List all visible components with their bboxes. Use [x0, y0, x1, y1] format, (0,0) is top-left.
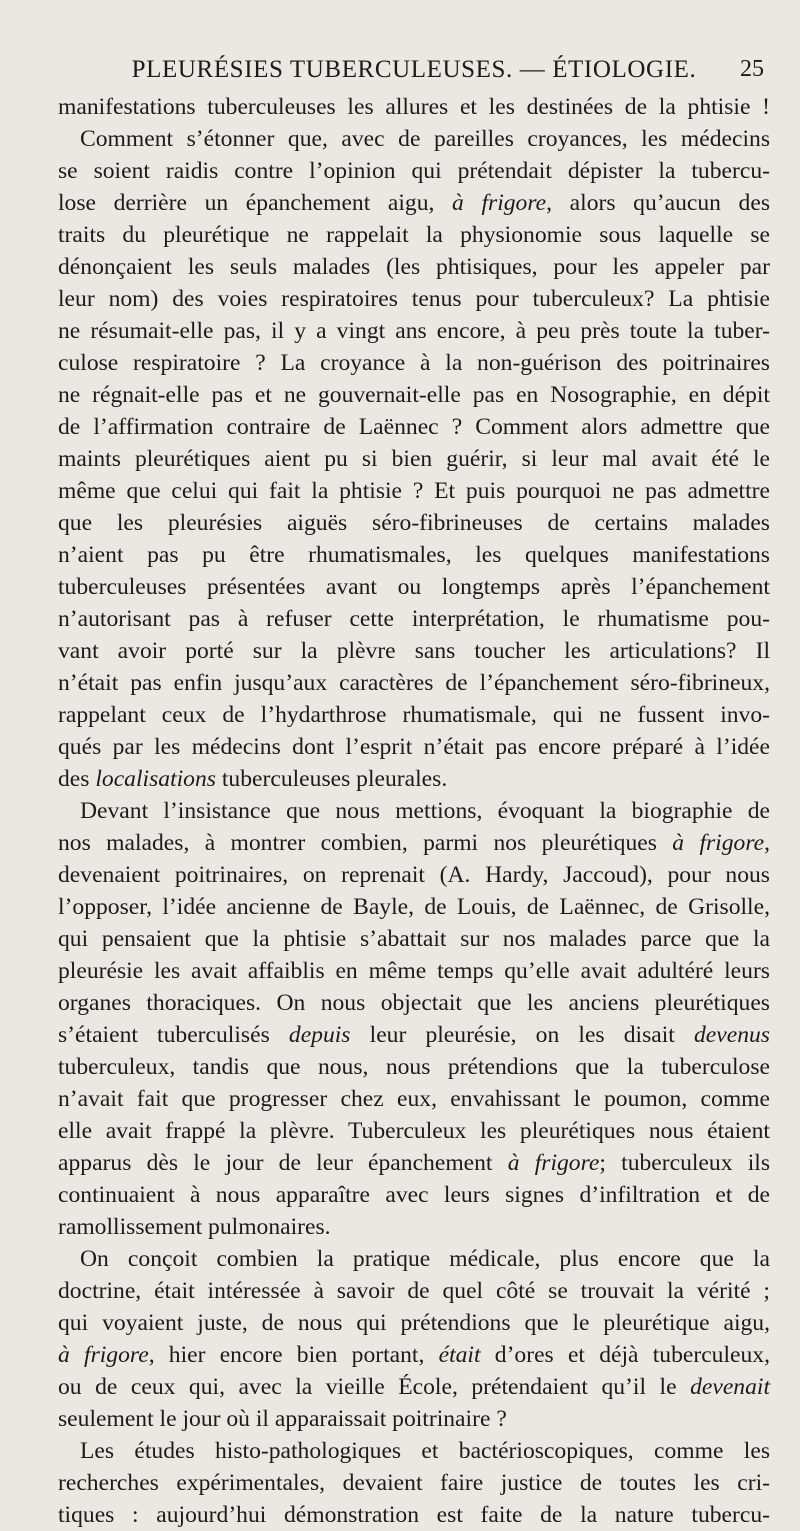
text-line	[58, 923, 770, 955]
text-line	[58, 1083, 770, 1115]
text-segment: rappelant ceux de l’hydarthrose rhumatismale, qui ne fussent invo-	[58, 702, 770, 728]
text-line	[58, 1467, 770, 1499]
text-segment: n’était pas enfin jusqu’aux caractères de l’épanchement séro-fibrineux,	[58, 670, 770, 696]
text-line	[58, 155, 770, 187]
text-segment: culose respiratoire ? La croyance à la non-guérison des poitrinaires	[58, 350, 770, 376]
text-line	[58, 1275, 770, 1307]
text-line	[58, 283, 770, 315]
text-line	[58, 411, 770, 443]
text-segment: doctrine, était intéressée à savoir de quel côté se trouvait la vérité ;	[58, 1278, 770, 1304]
text-line	[58, 1211, 770, 1243]
text-line	[58, 251, 770, 283]
text-line	[58, 507, 770, 539]
text-line	[58, 1307, 770, 1339]
text-segment: pleurésie les avait affaiblis en même temps qu’elle avait adultéré leurs	[58, 958, 770, 984]
text-line	[58, 475, 770, 507]
text-segment: se soient raidis contre l’opinion qui prétendait dépister la tubercu-	[58, 158, 770, 184]
text-line	[58, 763, 770, 795]
text-segment: ,	[764, 830, 771, 856]
text-segment: traits du pleurétique ne rappelait la physionomie sous laquelle se	[58, 222, 770, 248]
text-segment: ramollissement pulmonaires.	[58, 1214, 331, 1240]
text-segment: tuberculeux, tandis que nous, nous prétendions que la tuberculose	[58, 1054, 770, 1080]
text-line	[58, 91, 770, 123]
text-segment: de l’affirmation contraire de Laënnec ? Comment alors admettre que	[58, 414, 770, 440]
text-line	[58, 1019, 770, 1051]
text-line	[58, 827, 770, 859]
text-line	[58, 731, 770, 763]
text-line	[58, 219, 770, 251]
text-line	[58, 1051, 770, 1083]
text-segment: qui pensaient que la phtisie s’abattait sur nos malades parce que la	[58, 926, 770, 952]
text-line	[58, 347, 770, 379]
text-segment: tuberculeuses présentées avant ou longtemps après l’épanchement	[58, 574, 770, 600]
text-line	[58, 379, 770, 411]
italic-text: depuis	[288, 1022, 351, 1048]
text-segment: manifestations tuberculeuses les allures et les destinées de la phtisie !	[58, 94, 770, 120]
text-line	[58, 891, 770, 923]
text-segment: organes thoraciques. On nous objectait que les anciens pleurétiques	[58, 990, 770, 1016]
text-line	[58, 1339, 770, 1371]
text-line	[58, 571, 770, 603]
text-line	[58, 603, 770, 635]
text-segment: On conçoit combien la pratique médicale, plus encore que la	[80, 1246, 770, 1272]
text-segment: , hier encore bien portant,	[148, 1342, 439, 1368]
text-line	[58, 635, 770, 667]
text-segment: lose derrière un épanchement aigu,	[58, 190, 453, 216]
text-line	[58, 667, 770, 699]
text-segment: n’autorisant pas à refuser cette interprétation, le rhumatisme pou-	[58, 606, 770, 632]
text-line	[58, 1499, 770, 1531]
text-segment: dénonçaient les seuls malades (les phtisiques, pour les appeler par	[58, 254, 770, 280]
text-segment: d’ores et déjà tuberculeux,	[480, 1342, 770, 1368]
text-line	[58, 1115, 770, 1147]
text-line	[58, 955, 770, 987]
text-segment: vant avoir porté sur la plèvre sans toucher les articulations? Il	[58, 638, 770, 664]
page-number: 25	[740, 56, 764, 82]
text-segment: tiques : aujourd’hui démonstration est faite de la nature tubercu-	[58, 1502, 770, 1528]
running-title: PLEURÉSIES TUBERCULEUSES. — ÉTIOLOGIE.	[131, 56, 697, 83]
text-segment: l’opposer, l’idée ancienne de Bayle, de Louis, de Laënnec, de Grisolle,	[58, 894, 770, 920]
italic-text: à frigore	[452, 190, 547, 216]
text-segment: Devant l’insistance que nous mettions, évoquant la biographie de	[80, 798, 770, 824]
text-line	[58, 699, 770, 731]
text-segment: Les études histo-pathologiques et bactérioscopiques, comme les	[80, 1438, 770, 1464]
text-segment: même que celui qui fait la phtisie ? Et puis pourquoi ne pas admettre	[58, 478, 770, 504]
text-segment: ou de ceux qui, avec la vieille École, prétendaient qu’il le	[58, 1374, 691, 1400]
text-segment: nos malades, à montrer combien, parmi nos pleurétiques	[58, 830, 673, 856]
text-line	[58, 987, 770, 1019]
text-line	[58, 1147, 770, 1179]
text-segment: ne régnait-elle pas et ne gouvernait-elle pas en Nosographie, en dépit	[58, 382, 770, 408]
italic-text: à frigore	[58, 1342, 149, 1368]
text-segment: ne résumait-elle pas, il y a vingt ans encore, à peu près toute la tuber-	[58, 318, 770, 344]
italic-text: à frigore	[672, 830, 765, 856]
text-segment: continuaient à nous apparaître avec leurs signes d’infiltration et de	[58, 1182, 770, 1208]
text-segment: leur pleurésie, on les disait	[350, 1022, 694, 1048]
text-line	[58, 315, 770, 347]
text-line	[58, 443, 770, 475]
text-segment: n’aient pas pu être rhumatismales, les quelques manifestations	[58, 542, 770, 568]
text-segment: seulement le jour où il apparaissait poitrinaire ?	[58, 1406, 507, 1432]
body-text	[58, 91, 770, 1531]
italic-text: localisations	[95, 766, 216, 792]
text-line	[58, 1243, 770, 1275]
text-line	[58, 1403, 770, 1435]
text-line	[58, 1179, 770, 1211]
italic-text: devenait	[690, 1374, 770, 1400]
text-segment: ; tuberculeux ils	[599, 1150, 770, 1176]
text-segment: leur nom) des voies respiratoires tenus pour tuberculeux? La phtisie	[58, 286, 770, 312]
text-segment: recherches expérimentales, devaient faire justice de toutes les cri-	[58, 1470, 770, 1496]
italic-text: était	[438, 1342, 481, 1368]
text-line	[58, 859, 770, 891]
text-line	[58, 1435, 770, 1467]
text-segment: maints pleurétiques aient pu si bien guérir, si leur mal avait été le	[58, 446, 770, 472]
text-segment: tuberculeuses pleurales.	[215, 766, 448, 792]
text-segment: elle avait frappé la plèvre. Tuberculeux les pleurétiques nous étaient	[58, 1118, 770, 1144]
text-segment: Comment s’étonner que, avec de pareilles croyances, les médecins	[80, 126, 770, 152]
text-segment: qués par les médecins dont l’esprit n’était pas encore préparé à l’idée	[58, 734, 770, 760]
text-segment: que les pleurésies aiguës séro-fibrineuses de certains malades	[58, 510, 770, 536]
italic-text: devenus	[694, 1022, 770, 1048]
text-line	[58, 539, 770, 571]
page-header	[58, 38, 770, 83]
text-segment: , alors qu’aucun des	[546, 190, 771, 216]
text-line	[58, 123, 770, 155]
italic-text: à frigore	[507, 1150, 600, 1176]
text-line	[58, 795, 770, 827]
text-segment: qui voyaient juste, de nous qui prétendions que le pleurétique aigu,	[58, 1310, 770, 1336]
text-segment: devenaient poitrinaires, on reprenait (A. Hardy, Jaccoud), pour nous	[58, 862, 770, 888]
text-segment: s’étaient tuberculisés	[58, 1022, 289, 1048]
text-segment: des	[58, 766, 96, 792]
text-line	[58, 187, 770, 219]
text-line	[58, 1371, 770, 1403]
text-segment: n’avait fait que progresser chez eux, envahissant le poumon, comme	[58, 1086, 770, 1112]
text-segment: apparus dès le jour de leur épanchement	[58, 1150, 508, 1176]
